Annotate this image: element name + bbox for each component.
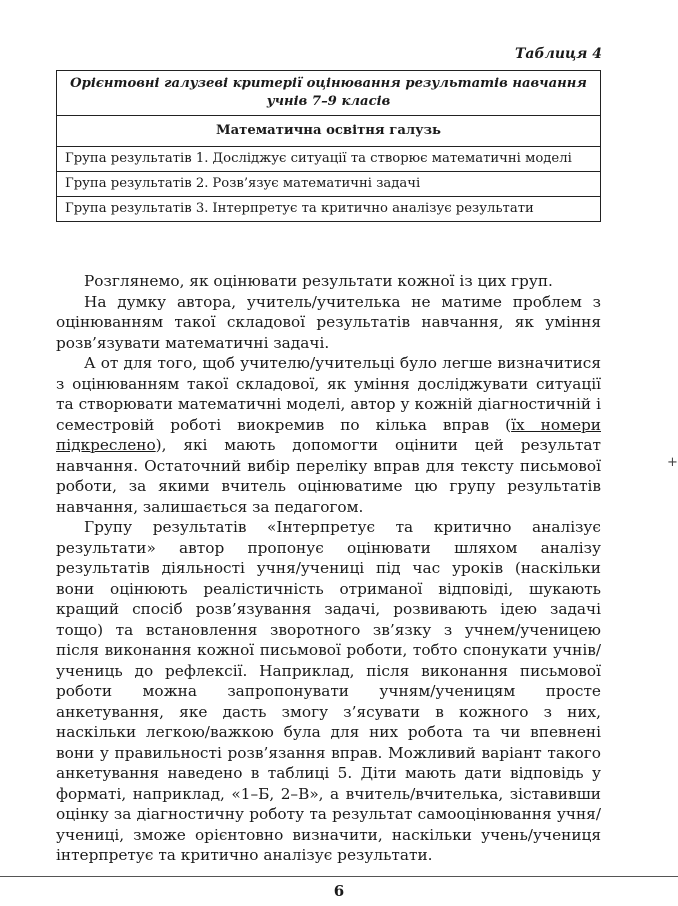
paragraph: На думку автора, учитель/учителька не матиме проблем з оцінюванням такої складової результатів навчання, як уміння розв’язувати математичні задачі.	[56, 292, 601, 352]
table-title: Орієнтовні галузеві критерії оцінювання результатів навчання учнів 7–9 класів	[57, 71, 601, 116]
row-group-label: Група результатів 2.	[65, 176, 209, 191]
row-group-label: Група результатів 3.	[65, 201, 209, 216]
row-group-label: Група результатів 1.	[65, 151, 209, 166]
criteria-table	[56, 70, 601, 222]
margin-mark: +	[667, 455, 678, 470]
row-description: Досліджує ситуації та створює математичні моделі	[212, 151, 572, 166]
page-number: 6	[333, 882, 345, 900]
table-row	[57, 197, 601, 222]
table-row	[57, 172, 601, 197]
table-subtitle: Математична освітня галузь	[57, 116, 601, 147]
row-description: Інтерпретує та критично аналізує результати	[212, 201, 534, 216]
row-description: Розв’язує математичні задачі	[212, 176, 421, 191]
paragraph: Розглянемо, як оцінювати результати кожної із цих груп.	[84, 272, 553, 290]
paragraph	[56, 353, 601, 517]
paragraph-part: А от для того, щоб учителю/учительці було легше визначитися з оцінюванням такої складової, як уміння досліджувати ситуації та створювати математичні моделі, автор у кожній діагностичній і семестровій роботі виокремив по кілька вправ (	[56, 354, 601, 434]
body-text	[56, 271, 601, 866]
footer-divider	[0, 876, 678, 877]
underlined-note: їх номери підкреслено	[56, 415, 601, 454]
table-caption: Таблиця 4	[514, 46, 602, 62]
paragraph-part: ), які мають допомогти оцінити цей результат навчання. Остаточний вибір переліку вправ для тексту письмової роботи, за якими вчитель оцінюватиме цю групу результатів навчання, залишається за педагогом.	[56, 436, 601, 516]
table-row	[57, 147, 601, 172]
paragraph: Групу результатів «Інтерпретує та критично аналізує результати» автор пропонує оцінювати шляхом аналізу результатів діяльності учня/учениці під час уроків (наскільки вони оцінюють реалістичність отриманої відповіді, шукають кращий спосіб розв’язування задачі, розвивають ідею задачі тощо) та встановлення зворотного зв’язку з учнем/ученицею після виконання кожної письмової роботи, тобто спонукати учнів/учениць до рефлексії. Наприклад, після виконання письмової роботи можна запропонувати учням/ученицям просте анкетування, яке дасть змогу з’ясувати в кожного з них, наскільки легкою/важкою була для них робота та чи впевнені вони у правильності розв’язання вправ. Можливий варіант такого анкетування наведено в таблиці 5. Діти мають дати відповідь у форматі, наприклад, «1–Б, 2–В», а вчитель/вчителька, зіставивши оцінку за діагностичну роботу та результат самооцінювання учня/учениці, зможе орієнтовно визначити, наскільки учень/учениця інтерпретує та критично аналізує результати.	[56, 518, 601, 864]
